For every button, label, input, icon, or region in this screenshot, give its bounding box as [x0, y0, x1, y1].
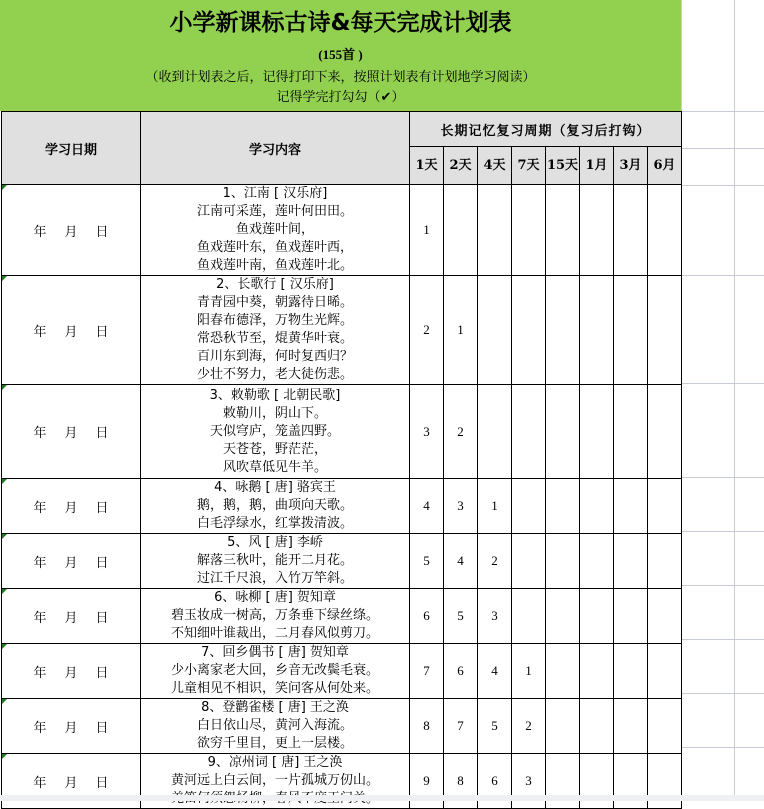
date-cell[interactable]	[2, 479, 141, 534]
review-check-cell[interactable]	[614, 276, 648, 385]
comment-marker-icon	[2, 589, 7, 594]
date-cell[interactable]	[2, 276, 141, 385]
year-label: 年	[33, 426, 47, 441]
header-interval-1m: 1月	[580, 147, 614, 185]
review-check-cell[interactable]	[478, 185, 512, 276]
table-row	[2, 479, 682, 534]
grid-line	[681, 275, 764, 276]
header-study-content: 学习内容	[141, 112, 410, 185]
grid-line	[681, 383, 764, 384]
date-placeholder	[24, 426, 117, 441]
table-row	[2, 185, 682, 276]
table-row	[2, 699, 682, 754]
checkmark-note: 记得学完打勾勾（✔）	[276, 90, 405, 105]
review-check-cell[interactable]	[546, 385, 580, 479]
review-check-cell[interactable]: 6	[410, 589, 444, 644]
poem-line: 敕勒川，阴山下。	[222, 405, 327, 421]
review-check-cell[interactable]: 4	[478, 644, 512, 699]
year-label: 年	[33, 555, 47, 571]
year-label: 年	[33, 775, 47, 791]
day-label: 日	[95, 665, 109, 681]
grid-line	[681, 693, 764, 694]
poem-line: 白毛浮绿水，红掌拨清波。	[196, 516, 353, 531]
review-check-cell[interactable]	[512, 185, 546, 276]
poem-line: 欲穷千里目，更上一层楼。	[196, 736, 353, 751]
poem-line: 百川东到海，何时复西归？	[196, 349, 353, 364]
date-placeholder	[24, 666, 117, 681]
header-interval-15d: 15天	[546, 147, 580, 185]
poem-content-cell[interactable]	[141, 699, 410, 754]
review-check-cell[interactable]: 2	[410, 276, 444, 385]
review-check-cell[interactable]: 4	[444, 534, 478, 589]
review-check-cell[interactable]: 1	[478, 479, 512, 534]
table-row	[2, 644, 682, 699]
review-check-cell[interactable]	[580, 276, 614, 385]
year-label: 年	[33, 324, 47, 340]
review-check-cell[interactable]: 2	[444, 385, 478, 479]
year-label: 年	[33, 720, 47, 736]
review-check-cell[interactable]: 7	[410, 644, 444, 699]
day-label: 日	[95, 720, 109, 736]
month-label: 月	[64, 426, 78, 441]
date-cell[interactable]	[2, 589, 141, 644]
month-label: 月	[64, 720, 78, 736]
grid-line	[681, 185, 764, 186]
date-cell[interactable]	[2, 644, 141, 699]
poem-title: 6、咏柳 [ 唐] 贺知章	[214, 590, 336, 605]
review-check-cell[interactable]	[614, 385, 648, 479]
poem-line: 过江千尺浪，入竹万竿斜。	[196, 571, 353, 586]
poem-line: 不知细叶谁裁出，二月春风似剪刀。	[170, 626, 379, 641]
poem-line: 鱼戏莲叶间，	[235, 222, 314, 237]
poem-line: 黄河远上白云间，一片孤城万仞山。	[170, 773, 379, 788]
review-check-cell[interactable]: 3	[512, 754, 546, 809]
month-label: 月	[64, 555, 78, 571]
grid-line	[681, 747, 764, 748]
study-plan-table	[1, 111, 682, 809]
poem-line: 常恐秋节至，焜黄华叶衰。	[196, 331, 353, 346]
comment-marker-icon	[2, 754, 7, 759]
review-check-cell[interactable]	[648, 276, 682, 385]
table-row	[2, 534, 682, 589]
grid-line	[681, 531, 764, 532]
poem-title: 9、凉州词 [ 唐] 王之涣	[207, 755, 343, 770]
year-label: 年	[33, 665, 47, 681]
review-check-cell[interactable]	[580, 589, 614, 644]
day-label: 日	[95, 775, 109, 791]
poem-content-cell[interactable]	[141, 385, 410, 479]
poem-line: 鹅，鹅，鹅，曲项向天歌。	[196, 498, 353, 513]
page-title: 小学新课标古诗&每天完成计划表	[169, 10, 512, 36]
poem-line: 阳春布德泽，万物生光辉。	[196, 313, 353, 328]
comment-marker-icon	[2, 644, 7, 649]
poem-title: 8、登鹳雀楼 [ 唐] 王之涣	[201, 700, 349, 715]
poem-line: 解落三秋叶，能开二月花。	[196, 553, 353, 568]
date-cell[interactable]	[2, 185, 141, 276]
poem-line: 青青园中葵，朝露待日晞。	[196, 295, 353, 310]
review-check-cell[interactable]: 1	[444, 276, 478, 385]
poem-content-cell[interactable]	[141, 479, 410, 534]
comment-marker-icon	[2, 534, 7, 539]
day-label: 日	[95, 426, 109, 441]
review-check-cell[interactable]	[546, 276, 580, 385]
date-cell[interactable]	[2, 534, 141, 589]
review-check-cell[interactable]: 3	[410, 385, 444, 479]
header-interval-1d: 1天	[410, 147, 444, 185]
review-check-cell[interactable]	[648, 479, 682, 534]
poem-line: 风吹草低见牛羊。	[222, 459, 327, 475]
poem-line: 天似穹庐，笼盖四野。	[209, 423, 340, 439]
review-check-cell[interactable]	[648, 589, 682, 644]
day-label: 日	[95, 610, 109, 626]
review-check-cell[interactable]	[512, 385, 546, 479]
review-check-cell[interactable]	[512, 479, 546, 534]
review-check-cell[interactable]: 3	[478, 589, 512, 644]
review-check-cell[interactable]: 5	[444, 589, 478, 644]
date-placeholder	[24, 721, 117, 736]
date-placeholder	[24, 325, 117, 340]
month-label: 月	[64, 610, 78, 626]
review-check-cell[interactable]	[614, 699, 648, 754]
comment-marker-icon	[2, 385, 7, 390]
month-label: 月	[64, 500, 78, 516]
review-check-cell[interactable]	[580, 644, 614, 699]
year-label: 年	[33, 610, 47, 626]
grid-line	[681, 585, 764, 586]
header-interval-3m: 3月	[614, 147, 648, 185]
poem-line: 少壮不努力，老大徒伤悲。	[196, 367, 353, 382]
review-check-cell[interactable]	[648, 644, 682, 699]
review-check-cell[interactable]	[546, 534, 580, 589]
review-check-cell[interactable]	[580, 534, 614, 589]
comment-marker-icon	[2, 185, 7, 190]
review-check-cell[interactable]: 3	[444, 479, 478, 534]
month-label: 月	[64, 665, 78, 681]
review-check-cell[interactable]	[512, 589, 546, 644]
review-check-cell[interactable]: 2	[478, 534, 512, 589]
review-check-cell[interactable]	[648, 699, 682, 754]
date-placeholder	[24, 225, 117, 240]
review-check-cell[interactable]	[648, 385, 682, 479]
poem-content-cell[interactable]	[141, 534, 410, 589]
review-check-cell[interactable]: 6	[478, 754, 512, 809]
header-interval-6m: 6月	[648, 147, 682, 185]
table-row	[2, 385, 682, 479]
review-check-cell[interactable]	[580, 385, 614, 479]
day-label: 日	[95, 500, 109, 516]
header-interval-4d: 4天	[478, 147, 512, 185]
poem-content-cell[interactable]	[141, 185, 410, 276]
table-row	[2, 589, 682, 644]
header-interval-7d: 7天	[512, 147, 546, 185]
grid-line	[681, 477, 764, 478]
review-check-cell[interactable]: 6	[444, 644, 478, 699]
header-review-cycle: 长期记忆复习周期（复习后打钩）	[410, 112, 682, 147]
year-label: 年	[33, 224, 47, 240]
review-check-cell[interactable]: 9	[410, 754, 444, 809]
review-check-cell[interactable]: 5	[478, 699, 512, 754]
poem-title: 5、风 [ 唐] 李峤	[227, 535, 323, 550]
review-check-cell[interactable]	[580, 699, 614, 754]
month-label: 月	[64, 224, 78, 240]
poem-content-cell[interactable]	[141, 589, 410, 644]
date-cell[interactable]	[2, 385, 141, 479]
table-row	[2, 276, 682, 385]
review-check-cell[interactable]: 8	[410, 699, 444, 754]
poem-line: 碧玉妆成一树高，万条垂下绿丝绦。	[170, 608, 379, 623]
year-label: 年	[33, 500, 47, 516]
grid-line	[681, 639, 764, 640]
review-check-cell[interactable]	[444, 185, 478, 276]
day-label: 日	[95, 224, 109, 240]
review-check-cell[interactable]: 2	[512, 699, 546, 754]
poem-title: 1、江南 [ 汉乐府]	[222, 186, 328, 201]
poem-line: 儿童相见不相识，笑问客从何处来。	[170, 681, 379, 696]
review-check-cell[interactable]	[648, 185, 682, 276]
review-check-cell[interactable]	[478, 385, 512, 479]
review-check-cell[interactable]	[580, 479, 614, 534]
review-check-cell[interactable]: 5	[410, 534, 444, 589]
review-check-cell[interactable]	[614, 479, 648, 534]
review-check-cell[interactable]	[546, 644, 580, 699]
comment-marker-icon	[2, 699, 7, 704]
poem-line: 天苍苍，野茫茫，	[222, 441, 327, 457]
review-check-cell[interactable]: 1	[512, 644, 546, 699]
header-study-date: 学习日期	[2, 112, 141, 185]
header-interval-2d: 2天	[444, 147, 478, 185]
date-placeholder	[24, 776, 117, 791]
day-label: 日	[95, 324, 109, 340]
poem-line: 江南可采莲，莲叶何田田。	[196, 204, 353, 219]
review-check-cell[interactable]	[512, 534, 546, 589]
grid-line	[734, 0, 735, 801]
poem-content-cell[interactable]	[141, 644, 410, 699]
poem-line: 鱼戏莲叶南，鱼戏莲叶北。	[196, 258, 353, 273]
review-check-cell[interactable]	[478, 276, 512, 385]
poem-line: 少小离家老大回，乡音无改鬓毛衰。	[170, 663, 379, 678]
date-cell[interactable]	[2, 699, 141, 754]
date-placeholder	[24, 556, 117, 571]
title-banner	[0, 0, 681, 111]
review-check-cell[interactable]	[512, 276, 546, 385]
review-check-cell[interactable]	[546, 479, 580, 534]
month-label: 月	[64, 324, 78, 340]
review-check-cell[interactable]	[546, 589, 580, 644]
review-check-cell[interactable]	[648, 534, 682, 589]
horizontal-scrollbar[interactable]	[0, 795, 764, 801]
review-check-cell[interactable]	[546, 185, 580, 276]
poem-title: 3、敕勒歌 [ 北朝民歌]	[209, 387, 341, 403]
poem-title: 7、回乡偶书 [ 唐] 贺知章	[201, 645, 349, 660]
review-check-cell[interactable]	[614, 185, 648, 276]
day-label: 日	[95, 555, 109, 571]
date-placeholder	[24, 501, 117, 516]
poem-count: (155首 )	[318, 47, 363, 62]
instruction-note: （收到计划表之后，记得打印下来，按照计划表有计划地学习阅读）	[145, 70, 536, 85]
review-check-cell[interactable]	[614, 589, 648, 644]
poem-line: 白日依山尽，黄河入海流。	[196, 718, 353, 733]
review-check-cell[interactable]	[546, 699, 580, 754]
review-check-cell[interactable]: 8	[444, 754, 478, 809]
comment-marker-icon	[2, 276, 7, 281]
comment-marker-icon	[2, 479, 7, 484]
review-check-cell[interactable]: 4	[410, 479, 444, 534]
review-check-cell[interactable]	[614, 534, 648, 589]
grid-line	[681, 148, 764, 149]
poem-title: 4、咏鹅 [ 唐] 骆宾王	[214, 480, 336, 495]
review-check-cell[interactable]: 7	[444, 699, 478, 754]
poem-title: 2、长歌行 [ 汉乐府]	[216, 277, 334, 292]
poem-content-cell[interactable]	[141, 276, 410, 385]
review-check-cell[interactable]: 1	[410, 185, 444, 276]
review-check-cell[interactable]	[614, 644, 648, 699]
review-check-cell[interactable]	[580, 185, 614, 276]
grid-line	[681, 111, 764, 112]
month-label: 月	[64, 775, 78, 791]
poem-line: 鱼戏莲叶东，鱼戏莲叶西，	[196, 240, 353, 255]
date-placeholder	[24, 611, 117, 626]
